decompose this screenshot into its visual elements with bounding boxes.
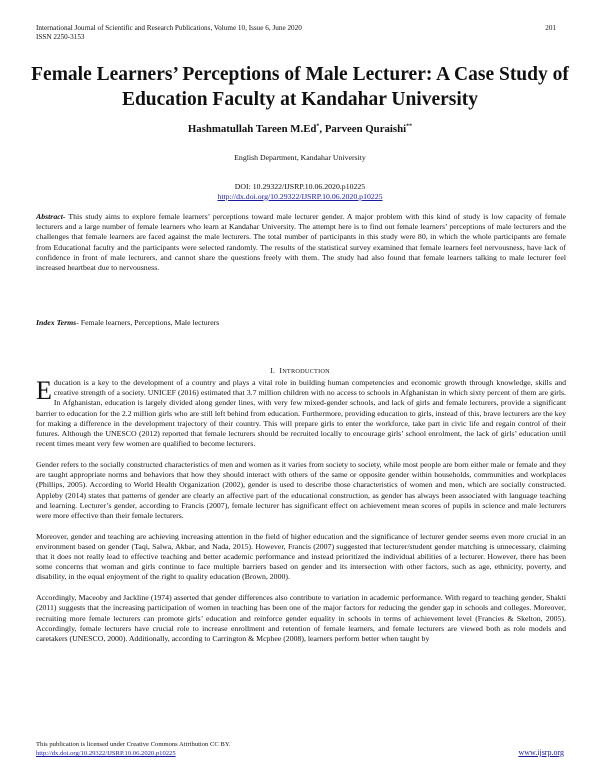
- drop-cap: E: [36, 376, 52, 405]
- doi-label: DOI: 10.29322/IJSRP.10.06.2020.p10225: [234, 182, 366, 191]
- body-text: [36, 378, 566, 655]
- abstract-label: Abstract-: [36, 212, 66, 221]
- issn: ISSN 2250-3153: [36, 33, 85, 41]
- author-2-mark: **: [406, 123, 413, 130]
- section-number: I.: [270, 366, 276, 375]
- index-terms: [36, 318, 566, 327]
- paragraph: Gender refers to the socially constructed characteristics of men and women as it varies from society to society, while most people are born either male or female and they are taught appropriate norms and behaviors that how they should interact with others of the same or opposite gender within households, communities and workplaces (Phillips, 2005). According to World Health Organization (2002), gender is used to describe those characteristics of women and men, which are socially constructed. Appleby (2014) states that patterns of gender are clearly an affective part of the educational construction, as gender has always been associated with language teaching and learning. Lecturer’s gender, according to Francis (2007), female lecturer has significant effect on achievement mean scores of pupils in science and male lecturers were more effective than their female lecturers.: [36, 459, 566, 520]
- authors: [0, 123, 600, 135]
- journal-website-link[interactable]: www.ijsrp.org: [518, 748, 564, 757]
- license-note: This publication is licensed under Creative Commons Attribution CC BY.: [36, 741, 231, 748]
- paper-title: Female Learners’ Perceptions of Male Lecturer: A Case Study of Education Faculty at Kandahar University: [31, 64, 569, 110]
- running-header: [36, 24, 302, 42]
- section-title-initial: I: [279, 366, 283, 375]
- doi-block: [0, 182, 600, 201]
- author-1: Hashmatullah Tareen M.Ed: [187, 123, 317, 135]
- author-separator: ,: [319, 123, 325, 135]
- paragraph: Moreover, gender and teaching are achieving increasing attention in the field of higher education and the significance of lecturer gender seems even more crucial in an environment based on gender (Taqi, Salwa, Akbar, and Nada, 2015). However, Francis (2007) suggested that lecturer/student gender matching is unnecessary, claiming that it does not really lead to effective teaching and better academic performance and instead prioritized the individual abilities of a lecturer. However, there has been some concerns that woman and girls continue to face multiple barriers based on gender and its intersection with other factors, such as age, ethnicity, poverty, and disability, in the equal enjoyment of the right to quality education (Brown, 2000).: [36, 531, 566, 582]
- paragraph: [36, 378, 566, 449]
- affiliation: English Department, Kandahar University: [234, 153, 366, 162]
- paragraph-1-text: ducation is a key to the development of a country and plays a vital role in building human competencies and economic growth through knowledge, skills and creative strength of a society. UNICEF (2016) estimated that 3.7 million children with no access to schools in Afghanistan in which sixty percent of them are girls. In Afghanistan, education is largely divided along gender lines, with very few mixed-gender schools, and lack of girls and female lecturers, provide a significant barrier to education for the 2.2 million girls who are still left behind from education. Furthermore, providing education to girls, instead of this, brave lecturers are the key for making a difference in the development trajectory of their country. This will prepare girls to enter the workforce, take part in civic life and regain control of their futures. Although the UNESCO (2012) reported that female lecturers should be recruited locally to encourage girls’ school enrolment, the lack of girls’ education until recent times meant very few women are qualified to become lecturers.: [36, 378, 566, 449]
- page-number: 201: [545, 24, 556, 32]
- index-terms-label: Index Terms: [36, 318, 77, 327]
- doi-link[interactable]: http://dx.doi.org/10.29322/IJSRP.10.06.2020.p10225: [217, 191, 383, 201]
- section-heading: [0, 366, 600, 375]
- author-1-mark: *: [316, 123, 320, 130]
- abstract-text: This study aims to explore female learners’ perceptions toward male lecturer gender. A major problem with this kind of study is low capacity of female lecturers and a large number of female learners who learn at Kandahar University. The attempt here is to find out female learners’ perceptions of male lecturers and the challenges that female learners are faced against the male lecturers. The total number of participants in this study were 80, in which the whole participants are female from Educational faculty and the participants were selected randomly. The results of the statistical survey examined that female learners feel nervousness, have lack of confidence in front of male lecturers, and cannot share the questions freely with them. The study had also found that female learners talking to male lecturer feel increased heartbeat due to nervousness.: [36, 212, 566, 273]
- author-2: Parveen Quraishi: [324, 123, 407, 135]
- index-terms-text: - Female learners, Perceptions, Male lecturers: [76, 318, 220, 327]
- footer-doi-link[interactable]: http://dx.doi.org/10.29322/IJSRP.10.06.2020.p10225: [36, 750, 176, 757]
- footer: [36, 740, 230, 758]
- section-title-rest: NTRODUCTION: [282, 368, 330, 375]
- journal-name: International Journal of Scientific and Research Publications, Volume 10, Issue 6, June 2020: [36, 24, 302, 32]
- abstract: [36, 212, 566, 273]
- paragraph: Accordingly, Maceoby and Jackline (1974) asserted that gender differences also contribute to variation in academic performance. With regard to teaching gender, Shakti (2011) suggests that the increasing participation of women in teaching has been one of the major factors for reducing the gender gap in schools and colleges. Moreover, recruiting more female lecturers can promote girls’ education and reinforce gender equality in schools in terms of achievement level (Francies & Skelton, 2005). Accordingly, female lecturers have crucial role to increase enrollment and retention of female learners, and female lecturers are viewed both as role models and caretakers (UNESCO, 2000). Additionally, according to Carrington & Mcphee (2008), learners perform better when taught by: [36, 593, 566, 643]
